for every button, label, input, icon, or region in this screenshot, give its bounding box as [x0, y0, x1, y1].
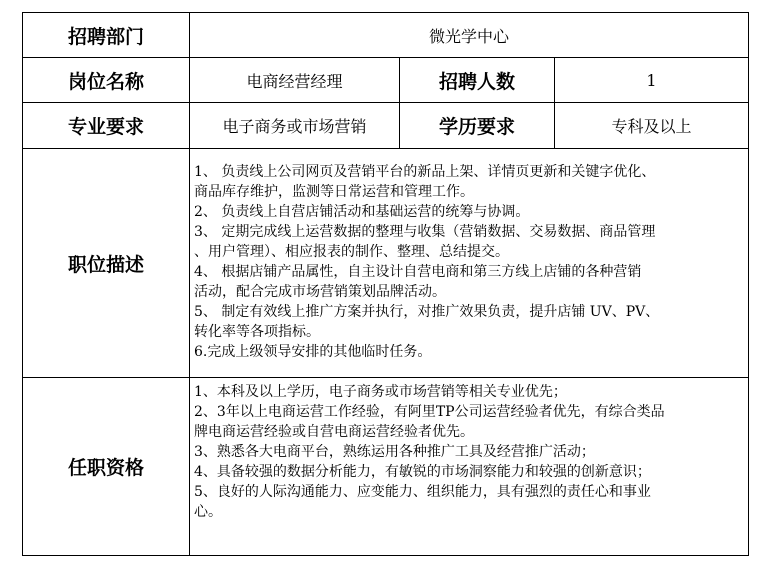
description-line: 2、 负责线上自营店铺活动和基础运营的统筹与协调。 — [194, 204, 530, 220]
description-line: 、用户管理）、相应报表的制作、整理、总结提交。 — [194, 244, 509, 260]
description-line: 5、 制定有效线上推广方案并执行，对推广效果负责，提升店铺 UV、PV、 — [194, 304, 660, 320]
qualification-line: 1、本科及以上学历，电子商务或市场营销等相关专业优先； — [194, 384, 567, 400]
job-posting-table — [22, 12, 749, 556]
major-value: 电子商务或市场营销 — [190, 103, 400, 149]
requirements-row — [23, 103, 749, 149]
position-row — [23, 58, 749, 103]
description-line: 1、 负责线上公司网页及营销平台的新品上架、详情页更新和关键字优化、 — [194, 164, 656, 180]
qualification-line: 4、具备较强的数据分析能力，有敏锐的市场洞察能力和较强的创新意识； — [194, 464, 651, 480]
description-line: 6.完成上级领导安排的其他临时任务。 — [194, 344, 432, 360]
qualification-line: 3、熟悉各大电商平台，熟练运用各种推广工具及经营推广活动； — [194, 444, 595, 460]
description-content — [190, 149, 749, 378]
qualifications-label: 任职资格 — [23, 378, 190, 556]
description-line: 转化率等各项指标。 — [194, 324, 320, 340]
headcount-label: 招聘人数 — [400, 58, 555, 103]
qualification-line: 牌电商运营经验或自营电商运营经验者优先。 — [194, 424, 474, 440]
qualification-line: 2、3年以上电商运营工作经验，有阿里TP公司运营经验者优先，有综合类品 — [194, 404, 665, 420]
description-line: 商品库存维护，监测等日常运营和管理工作。 — [194, 184, 474, 200]
description-line: 3、 定期完成线上运营数据的整理与收集（营销数据、交易数据、商品管理 — [194, 224, 656, 240]
position-value: 电商经营经理 — [190, 58, 400, 103]
description-label: 职位描述 — [23, 149, 190, 378]
qualification-line: 心。 — [194, 504, 222, 520]
qualification-line: 5、良好的人际沟通能力、应变能力、组织能力，具有强烈的责任心和事业 — [194, 484, 651, 500]
description-line: 活动，配合完成市场营销策划品牌活动。 — [194, 284, 446, 300]
major-label: 专业要求 — [23, 103, 190, 149]
education-value: 专科及以上 — [555, 103, 749, 149]
position-label: 岗位名称 — [23, 58, 190, 103]
description-row — [23, 149, 749, 378]
department-label: 招聘部门 — [23, 13, 190, 58]
education-label: 学历要求 — [400, 103, 555, 149]
department-value: 微光学中心 — [190, 13, 749, 58]
headcount-value: 1 — [555, 58, 749, 103]
department-row — [23, 13, 749, 58]
qualifications-content — [190, 378, 749, 556]
description-line: 4、 根据店铺产品属性，自主设计自营电商和第三方线上店铺的各种营销 — [194, 264, 642, 280]
qualifications-row — [23, 378, 749, 556]
